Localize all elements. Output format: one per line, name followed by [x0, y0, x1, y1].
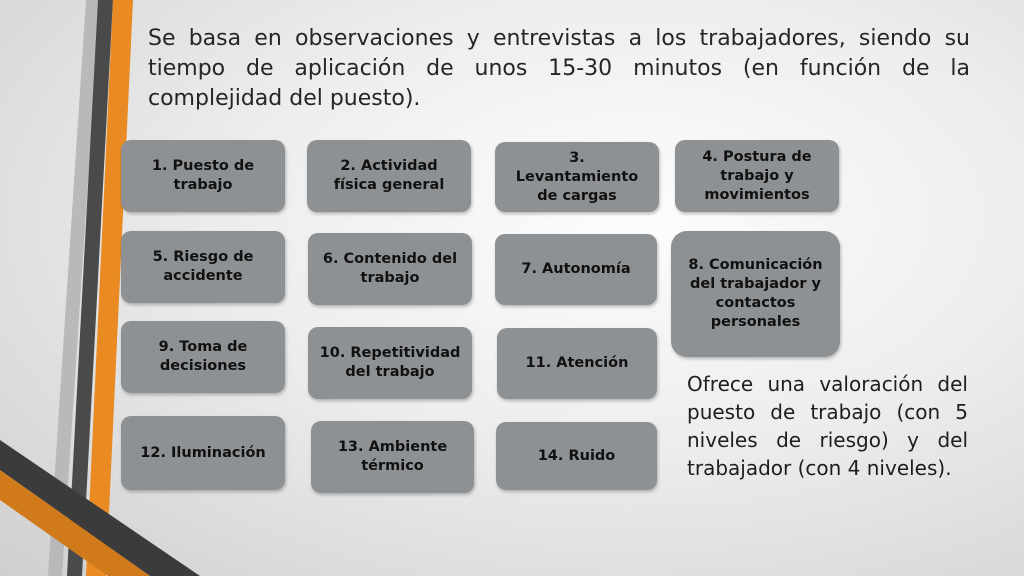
factor-label: 3. Levantamiento de cargas: [515, 149, 639, 204]
factor-box-8: [671, 231, 840, 357]
summary-paragraph: Ofrece una valoración del puesto de trabajo (con 5 niveles de riesgo) y del trabajador (con 4 niveles).: [687, 372, 968, 480]
factor-label: 4. Postura de trabajo y movimientos: [702, 148, 812, 203]
factor-box-4: [675, 140, 839, 212]
factor-label: 10. Repetitividad del trabajo: [319, 345, 461, 380]
intro-paragraph: Se basa en observaciones y entrevistas a los trabajadores, siendo su tiempo de aplicación de unos 15-30 minutos (en función de la complejidad del puesto).: [148, 26, 970, 111]
factor-box-14: [496, 422, 657, 490]
factor-box-6: [308, 233, 472, 305]
factor-label: 8. Comunicación del trabajador y contactos personales: [688, 257, 823, 330]
factor-box-12: [121, 416, 285, 490]
factor-box-2: [307, 140, 471, 212]
factor-box-10: [308, 327, 472, 399]
factor-label: 5. Riesgo de accidente: [152, 249, 254, 284]
factor-box-5: [121, 231, 285, 303]
factor-label: 6. Contenido del trabajo: [322, 251, 458, 286]
factor-label: 13. Ambiente térmico: [337, 439, 448, 474]
factor-box-13: [311, 421, 474, 493]
factor-label: 1. Puesto de trabajo: [151, 158, 255, 193]
factor-label: 9. Toma de decisiones: [158, 339, 248, 374]
factor-box-11: [497, 328, 657, 399]
factor-box-9: [121, 321, 285, 393]
factor-label: 11. Atención: [525, 355, 629, 371]
factor-box-7: [495, 234, 657, 305]
factor-label: 14. Ruido: [537, 447, 616, 464]
factor-label: 2. Actividad física general: [333, 158, 445, 193]
factor-label: 7. Autonomía: [521, 261, 631, 277]
factor-box-3: [495, 142, 659, 212]
factor-label: 12. Iluminación: [140, 444, 266, 461]
factor-box-1: [121, 140, 285, 212]
